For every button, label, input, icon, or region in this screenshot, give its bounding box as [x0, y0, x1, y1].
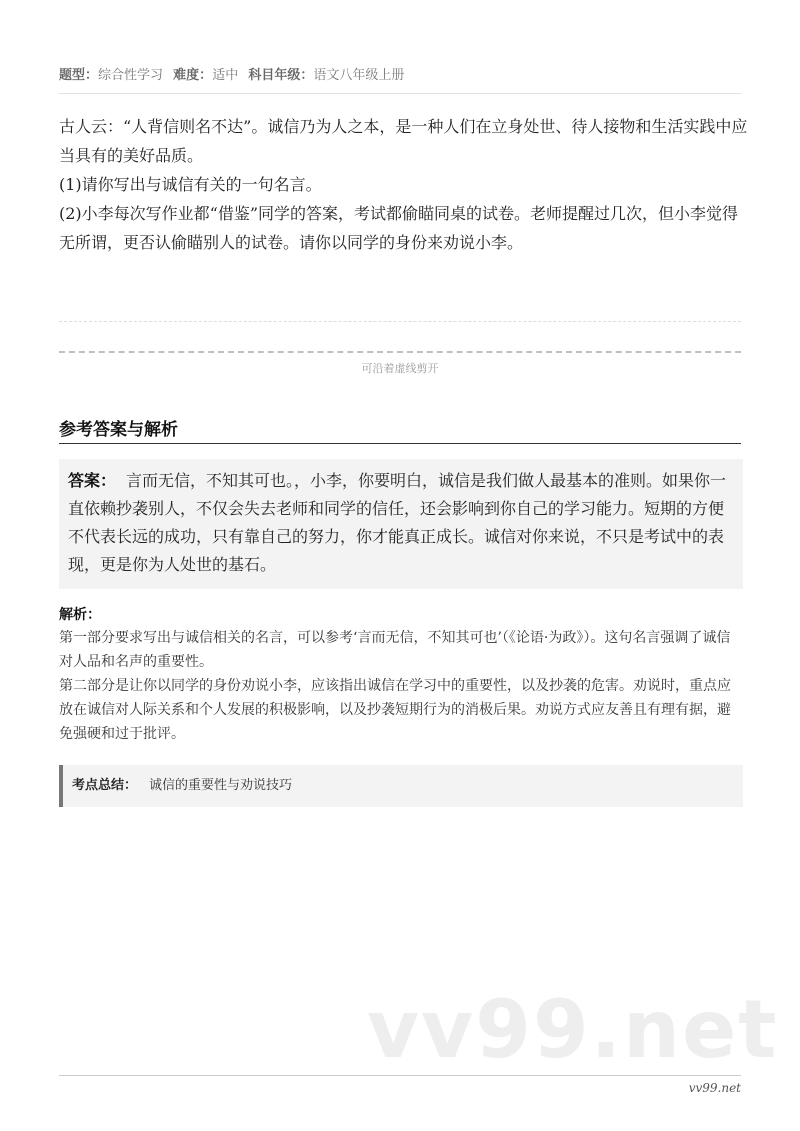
answer-label: 答案：: [68, 471, 117, 490]
type-value: 综合性学习: [98, 68, 164, 83]
footer-divider: [59, 1075, 741, 1076]
analysis-label: 解析：: [59, 607, 101, 623]
section-title: 参考答案与解析: [59, 420, 178, 440]
difficulty-label: 难度：: [173, 68, 213, 83]
subject-label: 科目年级：: [248, 68, 314, 83]
question-part-1: (1)请你写出与诚信有关的一句名言。: [59, 175, 322, 194]
analysis-paragraph-2: 第二部分是让你以同学的身份劝说小李，应该指出诚信在学习中的重要性，以及抄袭的危害。劝说时，重点应放在诚信对人际关系和个人发展的积极影响，以及抄袭短期行为的消极后果。劝说方式应友善且有理有据，避免强硬和过于批评。: [59, 678, 731, 742]
question-intro: 古人云：“人背信则名不达”。诚信乃为人之本，是一种人们在立身处世、待人接物和生活实践中应当具有的美好品质。: [59, 117, 748, 165]
footer-site: vv99.net: [688, 1081, 741, 1095]
question-part-2: (2)小李每次写作业都“借鉴”同学的答案，考试都偷瞄同桌的试卷。老师提醒过几次，但小李觉得无所谓，更否认偷瞄别人的试卷。请你以同学的身份来劝说小李。: [59, 204, 739, 252]
watermark: vv99.net: [367, 983, 779, 1076]
answer-space-line: [59, 321, 741, 322]
header-divider: [59, 93, 741, 94]
answer-box: [59, 459, 743, 589]
subject-value: 语文八年级上册: [313, 68, 405, 83]
section-divider: [59, 443, 741, 444]
key-point-text: 诚信的重要性与劝说技巧: [149, 778, 293, 793]
difficulty-value: 适中: [212, 68, 239, 83]
type-label: 题型：: [59, 68, 99, 83]
question-body: [59, 112, 749, 257]
analysis-paragraph-1: 第一部分要求写出与诚信相关的名言，可以参考‘言而无信，不知其可也’（《论语·为政》）。这句名言强调了诚信对人品和名声的重要性。: [59, 630, 731, 670]
question-meta: [59, 64, 410, 83]
cut-hint: 可沿着虚线剪开: [361, 362, 439, 375]
key-point-box: [59, 765, 743, 807]
answer-text: 言而无信，不知其可也。，小李，你要明白，诚信是我们做人最基本的准则。如果你一直依赖抄袭别人，不仅会失去老师和同学的信任，还会影响到你自己的学习能力。短期的方便不代表长远的成功，只有靠自己的努力，你才能真正成长。诚信对你来说，不只是考试中的表现，更是你为人处世的基石。: [68, 471, 727, 574]
analysis-body: [59, 626, 744, 746]
cut-line: [59, 351, 741, 353]
key-point-label: 考点总结：: [72, 778, 138, 793]
